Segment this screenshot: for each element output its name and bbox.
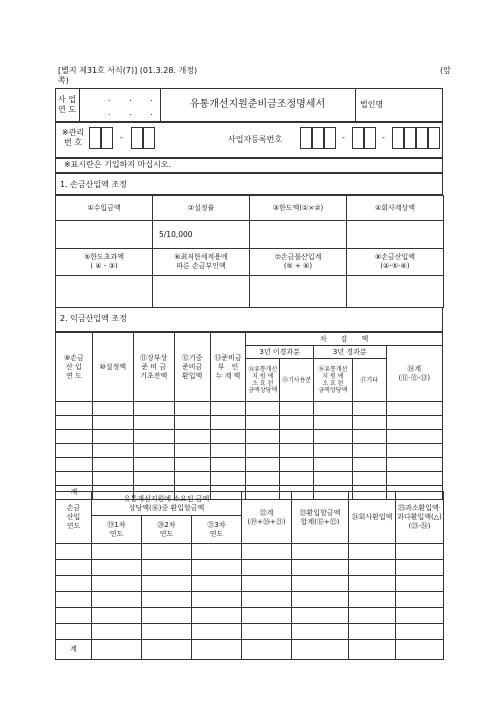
s3-total-row <box>56 640 444 660</box>
mgmt-number-label: ※관리 번 호 <box>61 128 85 147</box>
table-row <box>56 544 444 560</box>
s1-col-min-tax: ⑥최저한세적용에 따른 손금부인액 <box>153 249 250 276</box>
s1-rate-value: 5/10,000 <box>153 221 250 249</box>
s2-col-used: ⑮기사용분 <box>280 359 314 402</box>
s2-col-year: ⑨손금 산 입 연 도 <box>56 333 93 402</box>
s1-nondeductible-value[interactable] <box>250 276 347 308</box>
business-year-from[interactable]: . . . <box>108 94 161 103</box>
s2-after-3yr: 3년 경과분 <box>313 346 386 359</box>
page-side-label: (앞 <box>440 66 451 75</box>
s2-col-book-balance: ⑪장부상 준 비 금 기초잔액 <box>133 333 174 402</box>
corp-name-label: 법인명 <box>360 100 384 109</box>
s2-deduct-header: 차 감 액 <box>246 333 443 346</box>
reg-digit-6[interactable] <box>392 127 404 149</box>
s3-col-year: 손금 산입 연도 <box>56 492 92 544</box>
s1-excess-value[interactable] <box>56 276 153 308</box>
s2-col-support-2: ⑯유통개선 지 원 에 소 요 된 금액상당액 <box>313 359 352 402</box>
table-row <box>56 592 444 608</box>
s1-deductible-value[interactable] <box>347 276 444 308</box>
s2-col-cumulative: ⑬준비금 부 인 누 계 액 <box>210 333 246 402</box>
section1-heading: 1. 손금산입액 조정 <box>60 180 127 189</box>
s3-col-year2: ⑳2차 연도 <box>142 516 192 544</box>
s3-group-header: 유통개선지원에 소요된 금액 상당액(⑯)중 환입할금액 <box>92 492 242 516</box>
s3-col-sum: ㉒계 (⑲+⑳+㉑) <box>242 492 292 544</box>
table-row <box>56 608 444 624</box>
table-row <box>56 444 443 458</box>
s1-revenue-value[interactable] <box>56 221 153 249</box>
s3-col-diff: ㉕과소환입액· 과다환입액(△) (㉓-㉔) <box>396 492 444 544</box>
mgmt-digit-4[interactable] <box>143 127 155 149</box>
s3-col-year3: ㉑3차 연도 <box>192 516 242 544</box>
s2-col-support-1: ⑭유통개선 지 원 에 소 요 된 금액상당액 <box>246 359 280 402</box>
section3-table <box>55 491 444 660</box>
reg-digit-1[interactable] <box>300 127 312 149</box>
table-row <box>56 576 444 592</box>
s2-col-total: ⑱계 (⑪-⑫-⑬) <box>386 346 442 402</box>
business-year-to[interactable]: . . . <box>108 108 161 117</box>
section1-table <box>55 195 444 308</box>
s1-col-rate: ②설정률 <box>153 196 250 221</box>
form-title: 유통개선지원준비금조정명세서 <box>189 99 326 110</box>
mgmt-dash: - <box>120 133 123 142</box>
reg-digit-8[interactable] <box>416 127 428 149</box>
biz-reg-label: 사업자등록번호 <box>228 135 283 144</box>
table-row <box>56 472 443 486</box>
section2-heading: 2. 익금산입액 조정 <box>60 314 127 323</box>
s3-total-label: 계 <box>56 640 92 660</box>
table-row <box>56 402 443 416</box>
s2-col-set-amount: ⑩설정액 <box>92 333 133 402</box>
reg-dash-2: - <box>382 133 385 142</box>
mgmt-digit-3[interactable] <box>131 127 143 149</box>
table-row <box>56 560 444 576</box>
s1-col-deductible: ⑧손금산입액 (④-⑤-⑥) <box>347 249 444 276</box>
s1-company-value[interactable] <box>347 221 444 249</box>
s1-col-nondeductible: ⑦손금불산입계 (⑤ + ⑥) <box>250 249 347 276</box>
table-row <box>56 458 443 472</box>
page-side-label-2: 쪽) <box>58 76 69 85</box>
s1-limit-value[interactable] <box>250 221 347 249</box>
reg-digit-5[interactable] <box>364 127 376 149</box>
s1-col-revenue: ①수입금액 <box>56 196 153 221</box>
section2-table <box>55 332 443 500</box>
s1-col-limit: ③한도액(①×②) <box>250 196 347 221</box>
reg-digit-2[interactable] <box>312 127 324 149</box>
s2-col-reversal: ⑫기중 준비금 환입액 <box>174 333 210 402</box>
table-row <box>56 624 444 640</box>
reg-digit-4[interactable] <box>352 127 364 149</box>
s1-min-tax-value[interactable] <box>153 276 250 308</box>
business-year-label: 사 업 연 도 <box>58 95 76 114</box>
s1-col-excess: ⑤한도초과액 ( ④ - ③) <box>56 249 153 276</box>
mgmt-digit-1[interactable] <box>89 127 101 149</box>
s2-within-3yr: 3년 이경과분 <box>246 346 314 359</box>
mgmt-digit-2[interactable] <box>101 127 113 149</box>
s3-col-total-reversal: ㉓환입할금액 합계(⑮+㉒) <box>292 492 349 544</box>
s1-col-company-amount: ④회사계상액 <box>347 196 444 221</box>
table-row <box>56 416 443 430</box>
form-reference: [별지 제31호 서식(7)] (01.3.28. 개정) <box>58 66 198 75</box>
s3-col-company-reversal: ㉔회사환입액 <box>349 492 396 544</box>
s2-col-other: ⑰기타 <box>352 359 386 402</box>
reg-digit-3[interactable] <box>324 127 336 149</box>
reg-dash-1: - <box>342 133 345 142</box>
s3-col-year1: ⑲1차 연도 <box>92 516 142 544</box>
table-row <box>56 430 443 444</box>
s2-total-label: 계 <box>56 486 93 500</box>
reg-digit-7[interactable] <box>404 127 416 149</box>
note-text: ※표시란은 기입하지 마십시오. <box>64 160 172 169</box>
reg-digit-9[interactable] <box>428 127 440 149</box>
